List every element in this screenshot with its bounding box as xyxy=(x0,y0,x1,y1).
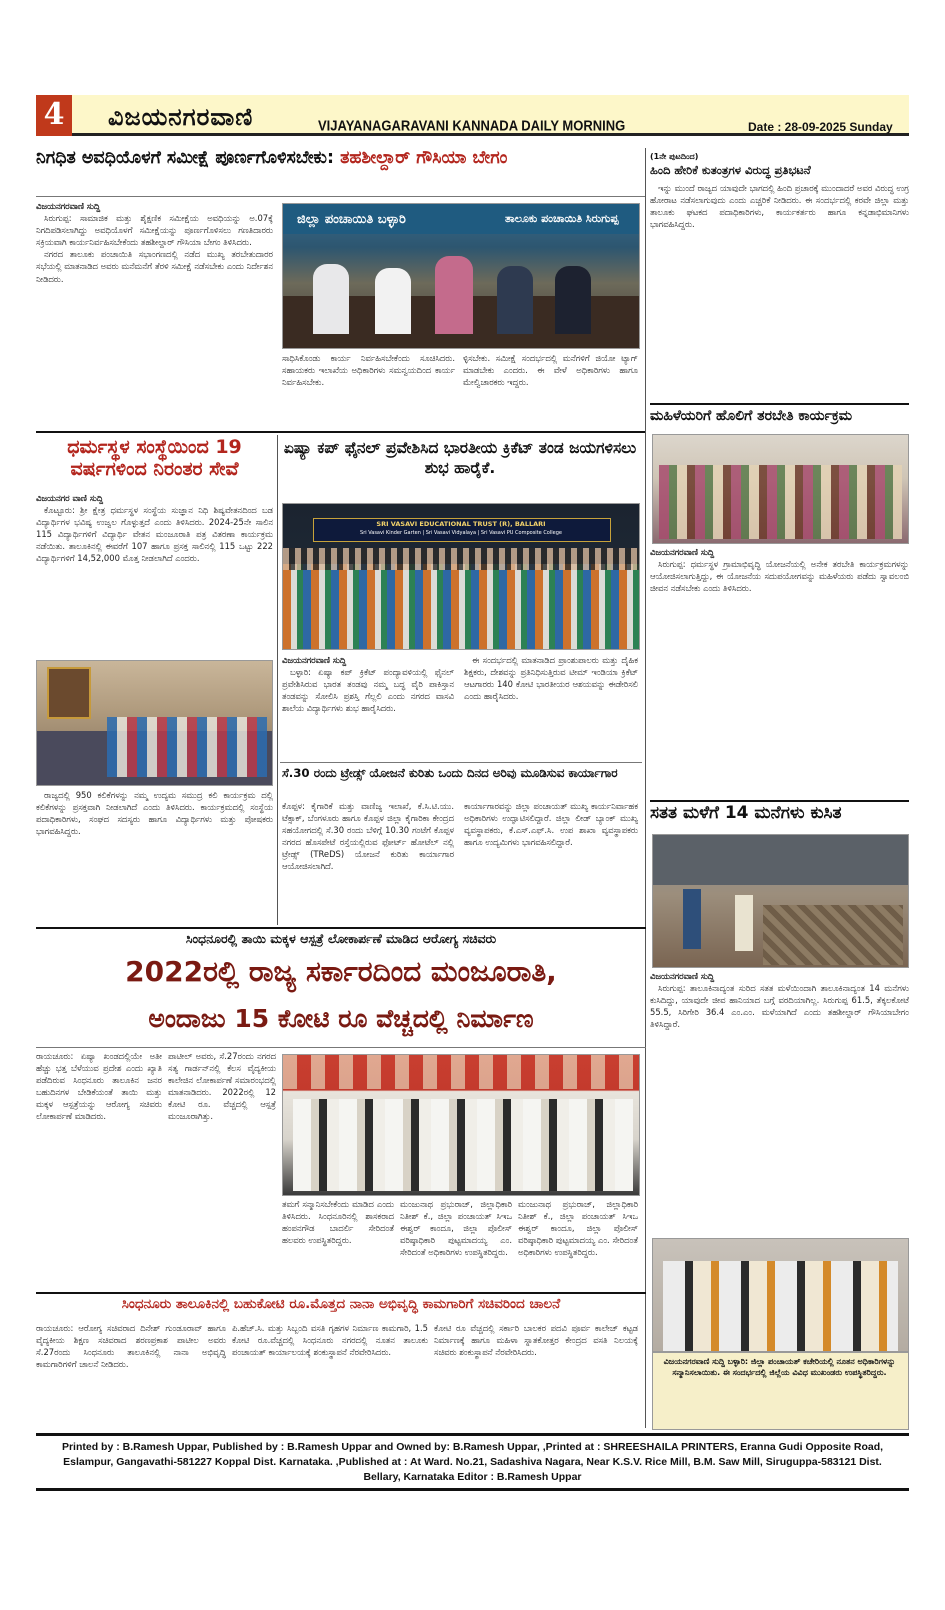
story5-column-3: ತಮಗೆ ಸನ್ಮಾನಿಸಬೇಕೆಂದು ಮಾಡಿದ ಎಂದು ತಿಳಿಸಿದರು. ಸಿಂಧನೂರಿನಲ್ಲಿ ಶಾಸಕರಾದ ಹಂಪನಗೌಡ ಬಾದರ್ಲಿ ಸೇರಿದಂತೆ ಹಲವರು ಉಪಸ್ಥಿತರಿದ್ದರು. xyxy=(282,1199,394,1246)
imprint xyxy=(36,1440,909,1485)
story3-dateline: ವಿಜಯನಗರವಾಣಿ ಸುದ್ದಿ xyxy=(282,655,347,665)
column-rule xyxy=(277,435,278,925)
story4-column-2: ಕಾರ್ಯಾಗಾರವನ್ನು ಜಿಲ್ಲಾ ಪಂಚಾಯತ್ ಮುಖ್ಯ ಕಾರ್ಯನಿರ್ವಾಹಕ ಅಧಿಕಾರಿಗಳು ಉದ್ಘಾಟಿಸಲಿದ್ದಾರೆ. ಜಿಲ್ಲಾ ಲೀಡ್ ಬ್ಯಾಂಕ್ ಮುಖ್ಯ ವ್ಯವಸ್ಥಾಪಕರು, ಕೆ.ಎಸ್.ಎಫ್.ಸಿ. ಉಪ ಶಾಖಾ ವ್ಯವಸ್ಥಾಪಕರು ಹಾಗೂ ಉದ್ಯಮಿಗಳು ಭಾಗವಹಿಸಲಿದ್ದಾರೆ. xyxy=(464,801,638,848)
story-c-headline: ಸತತ ಮಳೆಗೆ 14 ಮನೆಗಳು ಕುಸಿತ xyxy=(650,803,842,823)
story1-paragraph: ಸಿರುಗುಪ್ಪ: ಸಾಮಾಜಿಕ ಮತ್ತು ಶೈಕ್ಷಣಿಕ ಸಮೀಕ್ಷೆಯ ಅವಧಿಯನ್ನು ಅ.07ಕ್ಕೆ ನಿಗದಿಪಡಿಸಲಾಗಿದ್ದು ಅವಧಿಯೊಳಗೆ ಸಮೀಕ್ಷೆಯನ್ನು ಪೂರ್ಣಗೊಳಿಸಲು ಗಣತಿದಾರರು ಸಕ್ರಿಯವಾಗಿ ಕಾರ್ಯನಿರ್ವಹಿಸಬೇಕೆಂದು ತಹಶೀಲ್ದಾರ್ ಗೌಸಿಯಾ ಬೇಗಂ ತಿಳಿಸಿದರು. xyxy=(36,213,273,248)
newspaper-title-english: VIJAYANAGARAVANI KANNADA DAILY MORNING xyxy=(318,117,626,134)
story3-photo xyxy=(282,503,640,650)
story-b-dateline: ವಿಜಯನಗರವಾಣಿ ಸುದ್ದಿ xyxy=(650,547,715,557)
story-c-dateline: ವಿಜಯನಗರವಾಣಿ ಸುದ್ದಿ xyxy=(650,971,715,981)
story1-dateline: ವಿಜಯನಗರವಾಣಿ ಸುದ್ದಿ xyxy=(36,201,101,211)
story5-photo xyxy=(282,1054,640,1196)
page-number: 4 xyxy=(36,95,72,136)
column-rule xyxy=(645,148,646,1428)
story5-headline-line1: 2022ರಲ್ಲಿ ರಾಜ್ಯ ಸರ್ಕಾರದಿಂದ ಮಂಜೂರಾತಿ, xyxy=(125,955,557,988)
divider xyxy=(280,762,642,763)
story-d-photo xyxy=(652,1238,909,1352)
photo-banner-text: SRI VASAVI EDUCATIONAL TRUST (R), BALLARI xyxy=(376,520,546,528)
story4-column-1: ಕೊಪ್ಪಳ: ಕೈಗಾರಿಕೆ ಮತ್ತು ವಾಣಿಜ್ಯ ಇಲಾಖೆ, ಕೆ.ಸಿ.ಟಿ.ಯು. ಟೆಕ್ಸಾಕ್, ಬೆಂಗಳೂರು ಹಾಗೂ ಕೊಪ್ಪಳ ಜಿಲ್ಲಾ ಕೈಗಾರಿಕಾ ಕೇಂದ್ರದ ಸಹಯೋಗದಲ್ಲಿ ಸೆ.30 ರಂದು ಬೆಳಿಗ್ಗೆ 10.30 ಗಂಟೆಗೆ ಕೊಪ್ಪಳ ನಗರದ ಹೊಸಪೇಟೆ ರಸ್ತೆಯಲ್ಲಿರುವ ಫೋರ್ಟ್ ಹೋಟೆಲ್ ನಲ್ಲಿ ಟ್ರೇಡ್ಸ್ (TReDS) ಯೋಜನೆ ಕುರಿತು ಕಾರ್ಯಾಗಾರ ಆಯೋಜಿಸಲಾಗಿದೆ. xyxy=(282,801,454,872)
story2-body-continued xyxy=(36,789,273,924)
story2-dateline: ವಿಜಯನಗರ ವಾಣಿ ಸುದ್ದಿ xyxy=(36,493,103,503)
story5-column-1: ರಾಯಚೂರು: ಏಷ್ಯಾ ಖಂಡದಲ್ಲಿಯೇ ಅತೀ ಹೆಚ್ಚು ಭತ್ತ ಬೆಳೆಯುವ ಪ್ರದೇಶ ಎಂದು ಖ್ಯಾತಿ ಪಡೆದಿರುವ ಸಿಂಧನೂರು ತಾಲೂಕಿನ ಜನರ ಬಹುದಿನಗಳ ಬೇಡಿಕೆಯಂತೆ ತಾಯಿ ಮತ್ತು ಮಕ್ಕಳ ಆಸ್ಪತ್ರೆಯನ್ನು ಆರೋಗ್ಯ ಸಚಿವರು ಲೋಕಾರ್ಪಣೆ ಮಾಡಿದರು. xyxy=(36,1051,162,1122)
story6-column-1: ರಾಯಚೂರು: ಆರೋಗ್ಯ ಸಚಿವರಾದ ದಿನೇಶ್ ಗುಂಡೂರಾವ್ ಹಾಗೂ ವೈದ್ಯಕೀಯ ಶಿಕ್ಷಣ ಸಚಿವರಾದ ಶರಣಪ್ರಕಾಶ ಪಾಟೀಲ ಅವರು ಸೆ.27ರಂದು ಸಿಂಧನೂರು ತಾಲೂಕಿನಲ್ಲಿ ನಾನಾ ಅಭಿವೃದ್ಧಿ ಕಾಮಗಾರಿಗಳಿಗೆ ಚಾಲನೆ ನೀಡಿದರು. xyxy=(36,1323,226,1370)
story3-headline: ಏಷ್ಯಾ ಕಪ್ ಫೈನಲ್ ಪ್ರವೇಶಿಸಿದ ಭಾರತೀಯ ಕ್ರಿಕೆಟ್ ತಂಡ ಜಯಗಳಿಸಲು ಶುಭ ಹಾರೈಕೆ. xyxy=(283,439,637,477)
story1-headline-part2: ತಹಶೀಲ್ದಾರ್ ಗೌಸಿಯಾ ಬೇಗಂ xyxy=(340,148,508,168)
story6-column-3: ಕೋಟಿ ರೂ ವೆಚ್ಚದಲ್ಲಿ ಸರ್ಕಾರಿ ಬಾಲಕರ ಪದವಿ ಪೂರ್ವ ಕಾಲೇಜ್ ಕಟ್ಟಡ ನಿರ್ಮಾಣಕ್ಕೆ ಹಾಗೂ ಮಹಿಳಾ ಸ್ನಾತಕೋತ್ತರ ಕೇಂದ್ರದ ವಸತಿ ನಿಲಯಕ್ಕೆ ಸಚಿವರು ಶಂಕುಸ್ಥಾಪನೆ ನೆರವೇರಿಸಿದರು. xyxy=(434,1323,638,1358)
right-kicker: (1ನೇ ಪುಟದಿಂದ) xyxy=(650,152,699,161)
story1-headline xyxy=(36,148,646,168)
divider xyxy=(36,1047,646,1048)
divider xyxy=(36,1292,646,1294)
imprint-line: Printed by : B.Ramesh Uppar, Published by : B.Ramesh Uppar and Owned by: B.Ramesh Uppar, ,Printed at : SHREESHAILA PRINTERS, Eranna Gudi Opposite Road, xyxy=(61,1441,884,1453)
story1-column-2: ಸಾಧಿಸಿಕೊಂಡು ಕಾರ್ಯ ನಿರ್ವಹಿಸಬೇಕೆಂದು ಸೂಚಿಸಿದರು. ಸಹಾಯಕರು ಇಲಾಖೆಯ ಅಧಿಕಾರಿಗಳು ಸಮನ್ವಯದಿಂದ ಕಾರ್ಯ ನಿರ್ವಹಿಸಬೇಕು. xyxy=(282,353,455,388)
story-b-paragraph: ಸಿರುಗುಪ್ಪ: ಧರ್ಮಸ್ಥಳ ಗ್ರಾಮಾಭಿವೃದ್ಧಿ ಯೋಜನೆಯಲ್ಲಿ ಅನೇಕ ತರಬೇತಿ ಕಾರ್ಯಕ್ರಮಗಳನ್ನು ಆಯೋಜಿಸಲಾಗುತ್ತಿದ್ದು, ಈ ಯೋಜನೆಯ ಸದುಪಯೋಗವನ್ನು ಮಹಿಳೆಯರು ಪಡೆದು ಸ್ವಾವಲಂಬಿ ಜೀವನ ನಡೆಸಬೇಕು ಎಂದು ತಿಳಿಸಿದರು. xyxy=(650,559,909,594)
story-d-caption: ವಿಜಯನಗರವಾಣಿ ಸುದ್ದಿ ಬಳ್ಳಾರಿ: ಜಿಲ್ಲಾ ಪಂಚಾಯತ್ ಕಚೇರಿಯಲ್ಲಿ ನೂತನ ಅಧಿಕಾರಿಗಳನ್ನು ಸನ್ಮಾನಿಸಲಾಯಿತು. ಈ ಸಂದರ್ಭದಲ್ಲಿ ಜಿಲ್ಲೆಯ ವಿವಿಧ ಮುಖಂಡರು ಉಪಸ್ಥಿತರಿದ್ದರು. xyxy=(663,1357,896,1377)
story1-headline-part1: ನಿಗಧಿತ ಅವಧಿಯೊಳಗೆ ಸಮೀಕ್ಷೆ ಪೂರ್ಣಗೊಳಿಸಬೇಕು: xyxy=(36,148,334,168)
story3-paragraph: ಈ ಸಂದರ್ಭದಲ್ಲಿ ಮಾತನಾಡಿದ ಪ್ರಾಂಶುಪಾಲರು ಮತ್ತು ದೈಹಿಕ ಶಿಕ್ಷಕರು, ದೇಶವನ್ನು ಪ್ರತಿನಿಧಿಸುತ್ತಿರುವ ಟೀಮ್ ಇಂಡಿಯಾ ಕ್ರಿಕೆಟ್ ಆಟಗಾರರು 140 ಕೋಟಿ ಭಾರತೀಯರ ಆಶಯವನ್ನು ಈಡೇರಿಸಲಿ ಎಂದು ಹಾರೈಸಿದರು. xyxy=(464,655,638,702)
divider xyxy=(650,403,909,405)
story3-column-2 xyxy=(464,654,638,758)
story5-headline-line2: ಅಂದಾಜು 15 ಕೋಟಿ ರೂ ವೆಚ್ಚದಲ್ಲಿ ನಿರ್ಮಾಣ xyxy=(148,1004,534,1033)
story-c-body xyxy=(650,970,909,1232)
newspaper-title-kannada: ವಿಜಯನಗರವಾಣಿ xyxy=(108,103,254,131)
photo-banner-text: ತಾಲೂಕು ಪಂಚಾಯಿತಿ ಸಿರುಗುಪ್ಪ xyxy=(505,212,619,225)
story-b-body xyxy=(650,546,909,796)
story-a-headline: ಹಿಂದಿ ಹೇರಿಕೆ ಕುತಂತ್ರಗಳ ವಿರುದ್ಧ ಪ್ರತಿಭಟನೆ xyxy=(650,163,811,177)
story1-paragraph: ನಗರದ ತಾಲೂಕು ಪಂಚಾಯಿತಿ ಸಭಾಂಗಣದಲ್ಲಿ ನಡೆದ ಮುಖ್ಯ ತರಬೇತುದಾರರ ಸಭೆಯಲ್ಲಿ ಮಾತನಾಡಿದ ಅವರು ಮನೆಮನೆಗೆ ತೆರಳಿ ಸಮೀಕ್ಷೆ ನಡೆಸಬೇಕು ಎಂದು ನಿರ್ದೇಶನ ನೀಡಿದರು. xyxy=(36,249,273,284)
story-a-body xyxy=(650,182,909,400)
footer-divider xyxy=(36,1433,909,1436)
story2-headline: ಧರ್ಮಸ್ಥಳ ಸಂಸ್ಥೆಯಿಂದ 19 ವರ್ಷಗಳಿಂದ ನಿರಂತರ ಸೇವೆ xyxy=(67,436,242,480)
story1-column-1 xyxy=(36,200,273,426)
story3-column-1 xyxy=(282,654,454,758)
story5-kicker: ಸಿಂಧನೂರಲ್ಲಿ ತಾಯಿ ಮಕ್ಕಳ ಆಸ್ಪತ್ರೆ ಲೋಕಾರ್ಪಣೆ ಮಾಡಿದ ಆರೋಗ್ಯ ಸಚಿವರು xyxy=(185,931,497,946)
photo-banner-text: ಜಿಲ್ಲಾ ಪಂಚಾಯಿತಿ ಬಳ್ಳಾರಿ xyxy=(297,212,406,227)
divider xyxy=(36,431,646,433)
story5-column-2: ಪಾಟೀಲ್ ಅವರು, ಸೆ.27ರಂದು ನಗರದ ಸತ್ಯ ಗಾರ್ಡನ್‌ನಲ್ಲಿ ಕೆಲಸ ವೈದ್ಯಕೀಯ ಕಾಲೇಜಿನ ಲೋಕಾರ್ಪಣೆ ಸಮಾರಂಭದಲ್ಲಿ ಮಾತನಾಡಿದರು. 2022ರಲ್ಲಿ 12 ಕೋಟಿ ರೂ. ವೆಚ್ಚದಲ್ಲಿ ಆಸ್ಪತ್ರೆ ಮಂಜೂರಾಗಿತ್ತು. xyxy=(168,1051,276,1122)
story6-column-2: ಪಿ.ಹೆಚ್.ಸಿ. ಮತ್ತು ಸಿಬ್ಬಂದಿ ವಸತಿ ಗೃಹಗಳ ನಿರ್ಮಾಣ ಕಾಮಗಾರಿ, 1.5 ಕೋಟಿ ರೂ.ವೆಚ್ಚದಲ್ಲಿ ಸಿಂಧನೂರು ನಗರದಲ್ಲಿ ನೂತನ ತಾಲೂಕು ಪಂಚಾಯತ್ ಕಾರ್ಯಾಲಯಕ್ಕೆ ಶಂಕುಸ್ಥಾಪನೆ ನೆರವೇರಿಸಿದರು. xyxy=(232,1323,428,1358)
imprint-line: Eslampur, Gangavathi-581227 Koppal Dist. Karnataka. ,Published at : At Ward. No.21, Sadashiva Nagara, Near K.S.V. Rice Mill, B.M. Saw Mill, Siruguppa-583121 Dist. xyxy=(63,1456,882,1468)
story4-headline: ಸೆ.30 ರಂದು ಟ್ರೇಡ್ಸ್ ಯೋಜನೆ ಕುರಿತು ಒಂದು ದಿನದ ಅರಿವು ಮೂಡಿಸುವ ಕಾರ್ಯಾಗಾರ xyxy=(282,766,618,780)
story-b-photo xyxy=(652,434,909,544)
photo-banner-text: Sri Vasavi Kinder Garten | Sri Vasavi Vidyalaya | Sri Vasavi PU Composite College xyxy=(360,530,562,536)
story2-paragraph: ಕೊಟ್ಟೂರು: ಶ್ರೀ ಕ್ಷೇತ್ರ ಧರ್ಮಸ್ಥಳ ಸಂಸ್ಥೆಯ ಸುಜ್ಞಾನ ನಿಧಿ ಶಿಷ್ಯವೇತನದಿಂದ ಬಡ ವಿದ್ಯಾರ್ಥಿಗಳ ಭವಿಷ್ಯ ಉಜ್ವಲ ಗೊಳ್ಳುತ್ತದೆ ಎಂದು ತಿಳಿಸಿದರು. 2024-25ನೇ ಸಾಲಿನ 115 ವಿದ್ಯಾರ್ಥಿಗಳಿಗೆ ವಿದ್ಯಾರ್ಥಿ ವೇತನ ಮಂಜೂರಾತಿ ಪತ್ರ ವಿತರಣಾ ಕಾರ್ಯಕ್ರಮ ನಡೆಯಿತು. ತಾಲೂಕಿನಲ್ಲಿ ಈವರೆಗೆ 107 ಹಾಗೂ ಪ್ರಸಕ್ತ ಸಾಲಿನಲ್ಲಿ 115 ಒಟ್ಟು 222 ವಿದ್ಯಾರ್ಥಿಗಳಿಗೆ 14,52,000 ಮೊತ್ತ ನೀಡಲಾಗಿದೆ ಎಂದರು. xyxy=(36,505,273,564)
story2-body xyxy=(36,492,273,655)
issue-date: Date : 28-09-2025 Sunday xyxy=(748,120,893,134)
story-c-paragraph: ಸಿರುಗುಪ್ಪ: ತಾಲೂಕಿನಾದ್ಯಂತ ಸುರಿದ ಸತತ ಮಳೆಯಿಂದಾಗಿ ತಾಲೂಕಿನಾದ್ಯಂತ 14 ಮನೆಗಳು ಕುಸಿದಿದ್ದು, ಯಾವುದೇ ಜೀವ ಹಾನಿಯಾದ ಬಗ್ಗೆ ವರದಿಯಾಗಿಲ್ಲ. ಸಿರುಗುಪ್ಪ 61.5, ತೆಕ್ಕಲಕೋಟೆ 55.5, ಸಿರಿಗೇರಿ 36.4 ಎಂ.ಎಂ. ಮಳೆಯಾಗಿದೆ ಎಂದು ತಹಶೀಲ್ದಾರ್ ಗೌಸಿಯಾಬೇಗಂ ತಿಳಿಸಿದ್ದಾರೆ. xyxy=(650,983,909,1030)
footer-divider xyxy=(36,1488,909,1491)
story1-column-3: ಳ್ಳಿಸಬೇಕು. ಸಮೀಕ್ಷೆ ಸಂದರ್ಭದಲ್ಲಿ ಮನೆಗಳಿಗೆ ಜಿಯೋ ಟ್ಯಾಗ್ ಮಾಡಬೇಕು ಎಂದರು. ಈ ವೇಳೆ ಅಧಿಕಾರಿಗಳು ಹಾಗೂ ಮೇಲ್ವಿಚಾರಕರು ಇದ್ದರು. xyxy=(463,353,638,388)
story2-paragraph: ರಾಜ್ಯದಲ್ಲಿ 950 ಕಲಿಕೆಗಳನ್ನು ನಮ್ಮ ಉದ್ಯಮ ಸಮುದ್ರ ಕಲಿ ಕಾರ್ಯಕ್ರಮ ದಲ್ಲಿ ಕಲಿಕೆಗಳನ್ನು ಪ್ರಸಕ್ತವಾಗಿ ನೀಡಲಾಗಿದೆ ಎಂದು ತಿಳಿಸಿದರು. ಕಾರ್ಯಕ್ರಮದಲ್ಲಿ ಸಂಸ್ಥೆಯ ಪದಾಧಿಕಾರಿಗಳು, ಸಂಘದ ಸದಸ್ಯರು ಹಾಗೂ ವಿದ್ಯಾರ್ಥಿಗಳು ಮತ್ತು ಪೋಷಕರು ಭಾಗವಹಿಸಿದ್ದರು. xyxy=(36,790,273,837)
imprint-line: Bellary, Karnataka Editor : B.Ramesh Uppar xyxy=(363,1471,582,1483)
story-a-paragraph: ಇನ್ನು ಮುಂದೆ ರಾಜ್ಯದ ಯಾವುದೇ ಭಾಗದಲ್ಲಿ ಹಿಂದಿ ಪ್ರಚಾರಕ್ಕೆ ಮುಂದಾದರೆ ಅವರ ವಿರುದ್ಧ ಉಗ್ರ ಹೋರಾಟ ನಡೆಸಲಾಗುವುದು ಎಂದು ಎಚ್ಚರಿಕೆ ನೀಡಿದರು. ಈ ಸಂದರ್ಭದಲ್ಲಿ ಕರವೇ ಜಿಲ್ಲಾ ಮತ್ತು ತಾಲೂಕು ಘಟಕದ ಪದಾಧಿಕಾರಿಗಳು, ಕಾರ್ಯಕರ್ತರು ಹಾಗೂ ಕನ್ನಡಾಭಿಮಾನಿಗಳು ಭಾಗವಹಿಸಿದ್ದರು. xyxy=(650,183,909,230)
story6-headline: ಸಿಂಧನೂರು ತಾಲೂಕಿನಲ್ಲಿ ಬಹುಕೋಟಿ ರೂ.ಮೊತ್ತದ ನಾನಾ ಅಭಿವೃದ್ಧಿ ಕಾಮಗಾರಿಗೆ ಸಚಿವರಿಂದ ಚಾಲನೆ xyxy=(121,1296,561,1312)
story5-column-5: ಮಂಜುನಾಥ ಪ್ರಭುರಾಜ್, ಜಿಲ್ಲಾಧಿಕಾರಿ ನಿತೀಶ್ ಕೆ., ಜಿಲ್ಲಾ ಪಂಚಾಯತ್ ಸಿಇಒ ಈಶ್ವರ್ ಕಾಂದೂ, ಜಿಲ್ಲಾ ಪೊಲೀಸ್ ವರಿಷ್ಠಾಧಿಕಾರಿ ಪುಟ್ಟಮಾದಯ್ಯ ಎಂ. ಸೇರಿದಂತೆ ಅಧಿಕಾರಿಗಳು ಉಪಸ್ಥಿತರಿದ್ದರು. xyxy=(518,1199,638,1258)
story-c-photo xyxy=(652,834,909,968)
story3-paragraph: ಬಳ್ಳಾರಿ: ಏಷ್ಯಾ ಕಪ್ ಕ್ರಿಕೆಟ್ ಪಂದ್ಯಾವಳಿಯಲ್ಲಿ ಫೈನಲ್ ಪ್ರವೇಶಿಸಿರುವ ಭಾರತ ತಂಡವು ನಮ್ಮ ಬದ್ಧ ವೈರಿ ಪಾಕಿಸ್ತಾನ ತಂಡವನ್ನು ಸೋಲಿಸಿ ಪ್ರಶಸ್ತಿ ಗೆಲ್ಲಲಿ ಎಂದು ನಗರದ ವಾಸವಿ ಶಾಲೆಯ ವಿದ್ಯಾರ್ಥಿಗಳು ಶುಭ ಹಾರೈಸಿದರು. xyxy=(282,667,454,714)
divider xyxy=(36,196,646,197)
story5-column-4: ಮಂಜುನಾಥ ಪ್ರಭುರಾಜ್, ಜಿಲ್ಲಾಧಿಕಾರಿ ನಿತೀಶ್ ಕೆ., ಜಿಲ್ಲಾ ಪಂಚಾಯತ್ ಸಿಇಒ ಈಶ್ವರ್ ಕಾಂದೂ, ಜಿಲ್ಲಾ ಪೊಲೀಸ್ ವರಿಷ್ಠಾಧಿಕಾರಿ ಪುಟ್ಟಮಾದಯ್ಯ ಎಂ. ಸೇರಿದಂತೆ ಅಧಿಕಾರಿಗಳು ಉಪಸ್ಥಿತರಿದ್ದರು. xyxy=(400,1199,512,1258)
story-b-headline: ಮಹಿಳೆಯರಿಗೆ ಹೊಲಿಗೆ ತರಬೇತಿ ಕಾರ್ಯಕ್ರಮ xyxy=(650,408,853,424)
divider xyxy=(650,800,909,802)
story1-photo xyxy=(282,203,640,349)
divider xyxy=(36,927,646,929)
story2-photo xyxy=(36,660,273,786)
